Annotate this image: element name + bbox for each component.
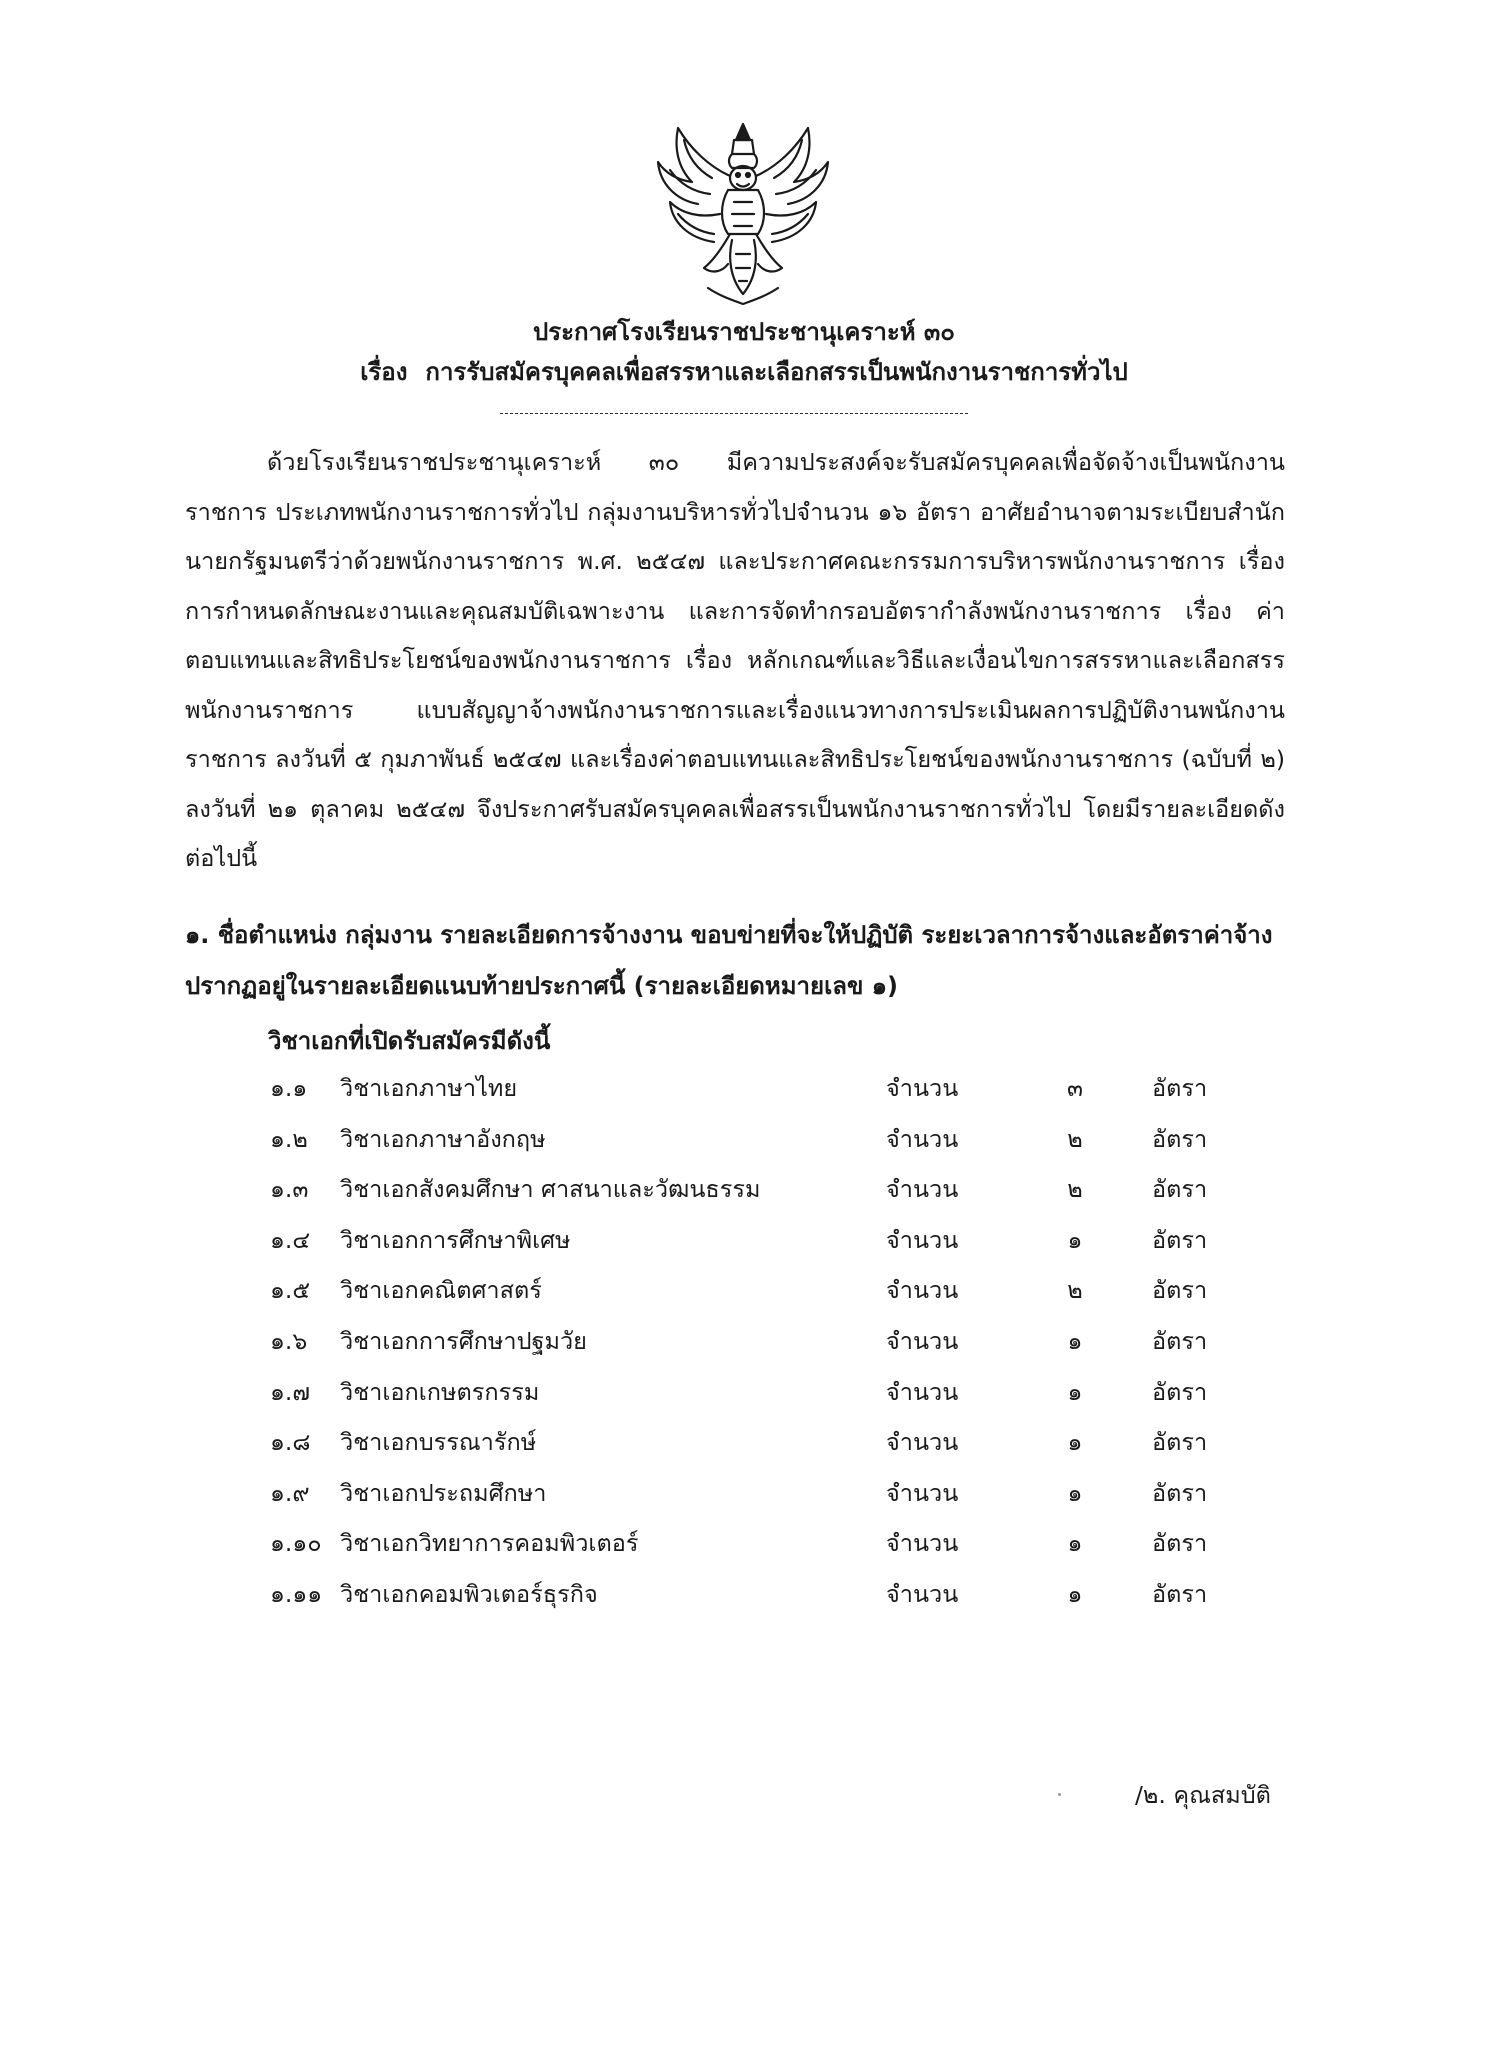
list-item <box>270 1275 1270 1326</box>
unit-label: อัตรา <box>1152 1276 1208 1305</box>
amount-label: จำนวน <box>886 1478 959 1507</box>
major-number: ๑.๕ <box>270 1276 311 1305</box>
position-count: ๑ <box>1067 1428 1083 1457</box>
unit-label: อัตรา <box>1152 1529 1208 1558</box>
list-item <box>270 1174 1270 1225</box>
major-name: วิชาเอกสังคมศึกษา ศาสนาและวัฒนธรรม <box>340 1175 761 1204</box>
unit-label: อัตรา <box>1152 1225 1208 1254</box>
major-name: วิชาเอกประถมศึกษา <box>340 1478 547 1507</box>
section-1-heading: ๑. ชื่อตำแหน่ง กลุ่มงาน รายละเอียดการจ้างงาน ขอบข่ายที่จะให้ปฏิบัติ ระยะเวลาการจ้างและอัตราค่าจ้าง ปรากฏอยู่ในรายละเอียดแนบท้ายประกาศนี้ (รายละเอียดหมายเลข ๑) <box>185 921 1273 1000</box>
position-count: ๑ <box>1067 1478 1083 1507</box>
majors-heading: วิชาเอกที่เปิดรับสมัครมีดังนี้ <box>268 1027 551 1055</box>
position-count: ๒ <box>1067 1124 1083 1153</box>
major-number: ๑.๘ <box>270 1428 311 1457</box>
position-count: ๒ <box>1067 1175 1083 1204</box>
major-name: วิชาเอกคอมพิวเตอร์ธุรกิจ <box>340 1579 598 1608</box>
majors-list <box>270 1073 1270 1630</box>
major-number: ๑.๑๑ <box>270 1579 323 1608</box>
major-number: ๑.๒ <box>270 1124 308 1153</box>
amount-label: จำนวน <box>886 1428 959 1457</box>
announcement-subject <box>0 358 1488 387</box>
major-number: ๑.๓ <box>270 1175 309 1204</box>
list-item <box>270 1124 1270 1175</box>
major-name: วิชาเอกการศึกษาปฐมวัย <box>340 1326 587 1355</box>
major-name: วิชาเอกคณิตศาสตร์ <box>340 1276 542 1305</box>
unit-label: อัตรา <box>1152 1074 1208 1102</box>
major-name: วิชาเอกการศึกษาพิเศษ <box>340 1225 571 1254</box>
subject-prefix: เรื่อง <box>360 358 408 386</box>
announcement-title: ประกาศโรงเรียนราชประชานุเคราะห์ ๓๐ <box>533 318 955 346</box>
major-name: วิชาเอกบรรณารักษ์ <box>340 1428 537 1457</box>
position-count: ๑ <box>1067 1326 1083 1355</box>
unit-label: อัตรา <box>1152 1579 1208 1608</box>
list-item <box>270 1225 1270 1276</box>
major-number: ๑.๔ <box>270 1225 311 1254</box>
scan-speck <box>1058 1793 1061 1796</box>
title-divider <box>500 413 968 414</box>
major-number: ๑.๑ <box>270 1074 308 1102</box>
unit-label: อัตรา <box>1152 1428 1208 1457</box>
unit-label: อัตรา <box>1152 1124 1208 1153</box>
position-count: ๑ <box>1067 1529 1083 1558</box>
major-name: วิชาเอกเกษตรกรรม <box>340 1377 540 1406</box>
garuda-emblem-icon <box>648 118 838 308</box>
amount-label: จำนวน <box>886 1074 959 1102</box>
major-number: ๑.๗ <box>270 1377 311 1406</box>
list-item <box>270 1528 1270 1579</box>
position-count: ๑ <box>1067 1225 1083 1254</box>
list-item <box>270 1478 1270 1529</box>
amount-label: จำนวน <box>886 1175 959 1204</box>
amount-label: จำนวน <box>886 1529 959 1558</box>
amount-label: จำนวน <box>886 1326 959 1355</box>
amount-label: จำนวน <box>886 1276 959 1305</box>
unit-label: อัตรา <box>1152 1326 1208 1355</box>
list-item <box>270 1427 1270 1478</box>
unit-label: อัตรา <box>1152 1478 1208 1507</box>
major-number: ๑.๖ <box>270 1326 308 1355</box>
unit-label: อัตรา <box>1152 1377 1208 1406</box>
list-item <box>270 1073 1270 1124</box>
amount-label: จำนวน <box>886 1124 959 1153</box>
intro-paragraph: ด้วยโรงเรียนราชประชานุเคราะห์ ๓๐ มีความประสงค์จะรับสมัครบุคคลเพื่อจัดจ้างเป็นพนักงานราชการ ประเภทพนักงานราชการทั่วไป กลุ่มงานบริหารทั่วไปจำนวน ๑๖ อัตรา อาศัยอำนาจตามระเบียบสำนักนายกรัฐมนตรีว่าด้วยพนักงานราชการ พ.ศ. ๒๕๔๗ และประกาศคณะกรรมการบริหารพนักงานราชการ เรื่อง การกำหนดลักษณะงานและคุณสมบัติเฉพาะงาน และการจัดทำกรอบอัตรากำลังพนักงานราชการ เรื่อง ค่าตอบแทนและสิทธิประโยชน์ของพนักงานราชการ เรื่อง หลักเกณฑ์และวิธีและเงื่อนไขการสรรหาและเลือกสรรพนักงานราชการ แบบสัญญาจ้างพนักงานราชการและเรื่องแนวทางการประเมินผลการปฏิบัติงานพนักงานราชการ ลงวันที่ ๕ กุมภาพันธ์ ๒๕๔๗ และเรื่องค่าตอบแทนและสิทธิประโยชน์ของพนักงานราชการ (ฉบับที่ ๒) ลงวันที่ ๒๑ ตุลาคม ๒๕๔๗ จึงประกาศรับสมัครบุคคลเพื่อสรรเป็นพนักงานราชการทั่วไป โดยมีรายละเอียดดังต่อไปนี้ <box>185 448 1285 872</box>
list-item <box>270 1579 1270 1630</box>
major-number: ๑.๑๐ <box>270 1529 322 1558</box>
major-number: ๑.๙ <box>270 1478 310 1507</box>
unit-label: อัตรา <box>1152 1175 1208 1204</box>
position-count: ๒ <box>1067 1276 1083 1305</box>
major-name: วิชาเอกวิทยาการคอมพิวเตอร์ <box>340 1529 639 1558</box>
major-name: วิชาเอกภาษาอังกฤษ <box>340 1124 546 1153</box>
list-item <box>270 1377 1270 1428</box>
amount-label: จำนวน <box>886 1225 959 1254</box>
major-name: วิชาเอกภาษาไทย <box>340 1074 518 1102</box>
position-count: ๓ <box>1066 1074 1084 1102</box>
position-count: ๑ <box>1067 1377 1083 1406</box>
list-item <box>270 1326 1270 1377</box>
position-count: ๑ <box>1067 1579 1083 1608</box>
amount-label: จำนวน <box>886 1579 959 1608</box>
amount-label: จำนวน <box>886 1377 959 1406</box>
continuation-marker: /๒. คุณสมบัติ <box>1135 1781 1271 1809</box>
subject-text: การรับสมัครบุคคลเพื่อสรรหาและเลือกสรรเป็นพนักงานราชการทั่วไป <box>425 358 1128 386</box>
